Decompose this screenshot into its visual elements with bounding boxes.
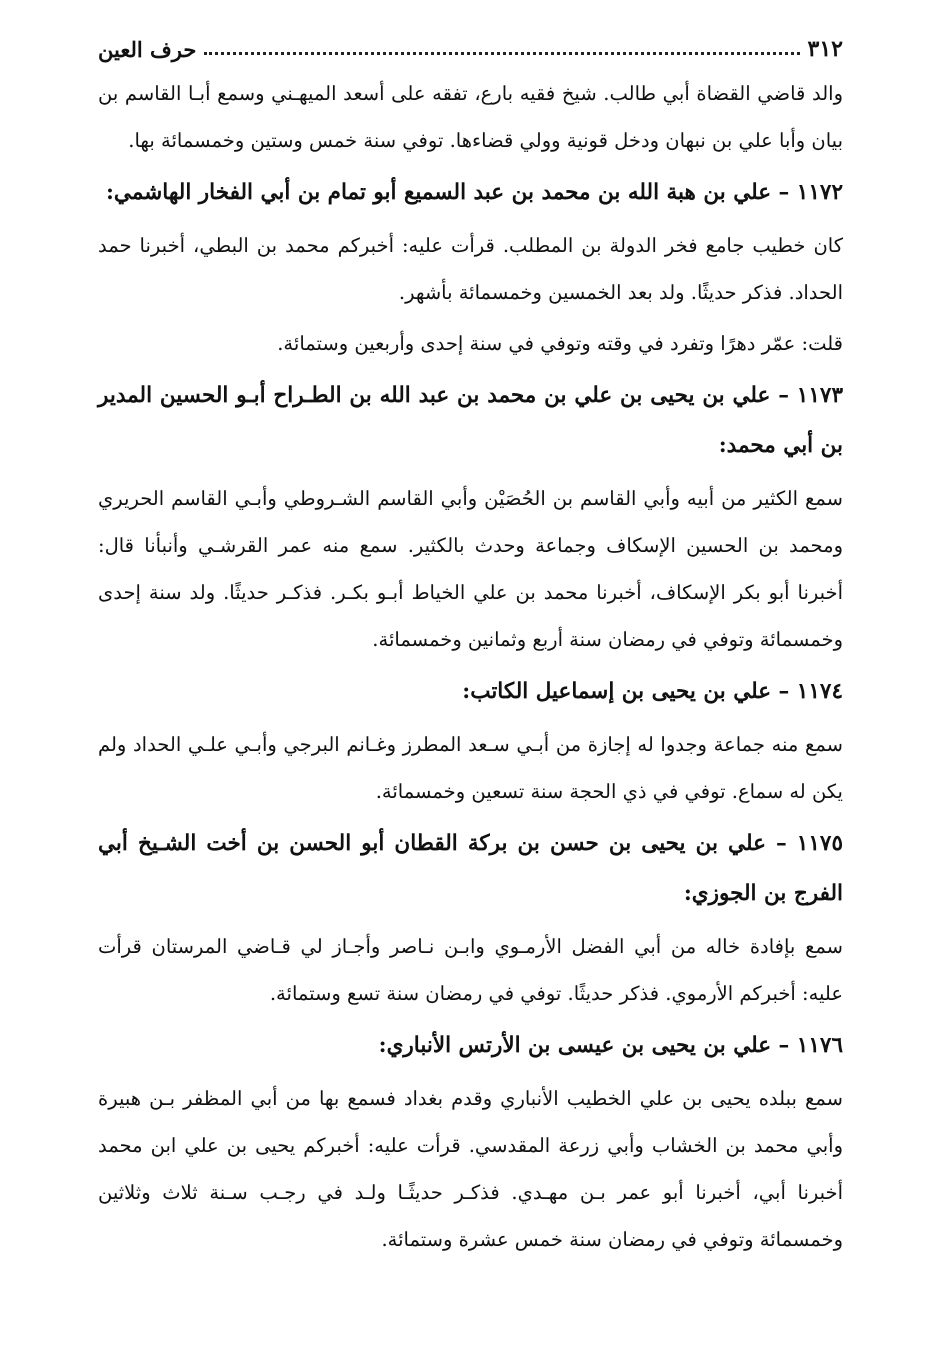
entry-text: كان خطيب جامع فخر الدولة بن المطلب. قرأت عليه: أخبركم محمد بن البطي، أخبرنا حمد الحداد. فذكر حديثًا. ولد بعد الخمسين وخمسمائة بأشهر.	[98, 234, 843, 304]
entry-text: سمع الكثير من أبيه وأبي القاسم بن الحُصَيْن وأبي القاسم الشـروطي وأبـي القاسم الحريري ومحمد بن الحسين الإسكاف وجماعة وحدث بالكثير. سمع منه عمر القرشـي وأنبأنا قال: أخبرنا أبو بكر الإسكاف، أخبرنا محمد بن علي الخياط أبـو بكـر. فذكـر حديثًا. ولد سنة إحدى وخمسمائة وتوفي في رمضان سنة أربع وثمانين وخمسمائة.	[98, 487, 843, 651]
entry-1176	[98, 1021, 843, 1263]
chapter-title: حرف العين	[98, 36, 197, 62]
entry-1174	[98, 667, 843, 815]
entry-heading: ١١٧٦ – علي بن يحيى بن عيسى بن الأرتس الأنباري:	[378, 1033, 843, 1058]
entry-text: سمع منه جماعة وجدوا له إجازة من أبـي سـعد المطرز وغـانم البرجي وأبـي علـي الحداد ولم يكن له سماع. توفي في ذي الحجة سنة تسعين وخمسمائة.	[98, 733, 843, 803]
entry-1173	[98, 371, 843, 663]
entry-note: قلت: عمّر دهرًا وتفرد في وقته وتوفي في سنة إحدى وأربعين وستمائة.	[277, 332, 843, 355]
page-number: ٣١٢	[807, 36, 843, 62]
entry-heading: ١١٧٣ – علي بن يحيى بن علي بن محمد بن عبد الله بن الطـراح أبـو الحسين المدير بن أبي محمد:	[98, 383, 843, 458]
header-dotted-leader	[204, 52, 799, 55]
entry-1175	[98, 819, 843, 1017]
entry-text: سمع بإفادة خاله من أبي الفضل الأرمـوي وابـن نـاصر وأجـاز لي قـاضي المرستان قرأت عليه: أخبركم الأرموي. فذكر حديثًا. توفي في رمضان سنة تسع وستمائة.	[98, 935, 843, 1005]
entry-text: سمع ببلده يحيى بن علي الخطيب الأنباري وقدم بغداد فسمع بها من أبي المظفر بـن هبيرة وأبي محمد بن الخشاب وأبي زرعة المقدسي. قرأت عليه: أخبركم يحيى بن علي ابن محمد أخبرنا أبي، أخبرنا أبو عمر بـن مهـدي. فذكـر حديثًـا ولـد في رجـب سـنة ثلاث وثلاثين وخمسمائة وتوفي في رمضان سنة خمس عشرة وستمائة.	[98, 1087, 843, 1251]
entry-1172	[98, 168, 843, 367]
entry-heading: ١١٧٢ – علي بن هبة الله بن محمد بن عبد السميع أبو تمام بن أبي الفخار الهاشمي:	[106, 180, 843, 205]
entry-heading: ١١٧٤ – علي بن يحيى بن إسماعيل الكاتب:	[462, 679, 843, 704]
entry-heading: ١١٧٥ – علي بن يحيى بن حسن بن بركة القطان أبو الحسن بن أخت الشـيخ أبي الفرج بن الجوزي:	[98, 831, 843, 906]
intro-continuation-text: والد قاضي القضاة أبي طالب. شيخ فقيه بارع، تفقه على أسعد الميهـني وسمع أبـا القاسم بن بيان وأبا علي بن نبهان ودخل قونية وولي قضاءها. توفي سنة خمس وستين وخمسمائة بها.	[98, 82, 843, 152]
book-page	[98, 30, 843, 1263]
page-header	[98, 30, 843, 68]
